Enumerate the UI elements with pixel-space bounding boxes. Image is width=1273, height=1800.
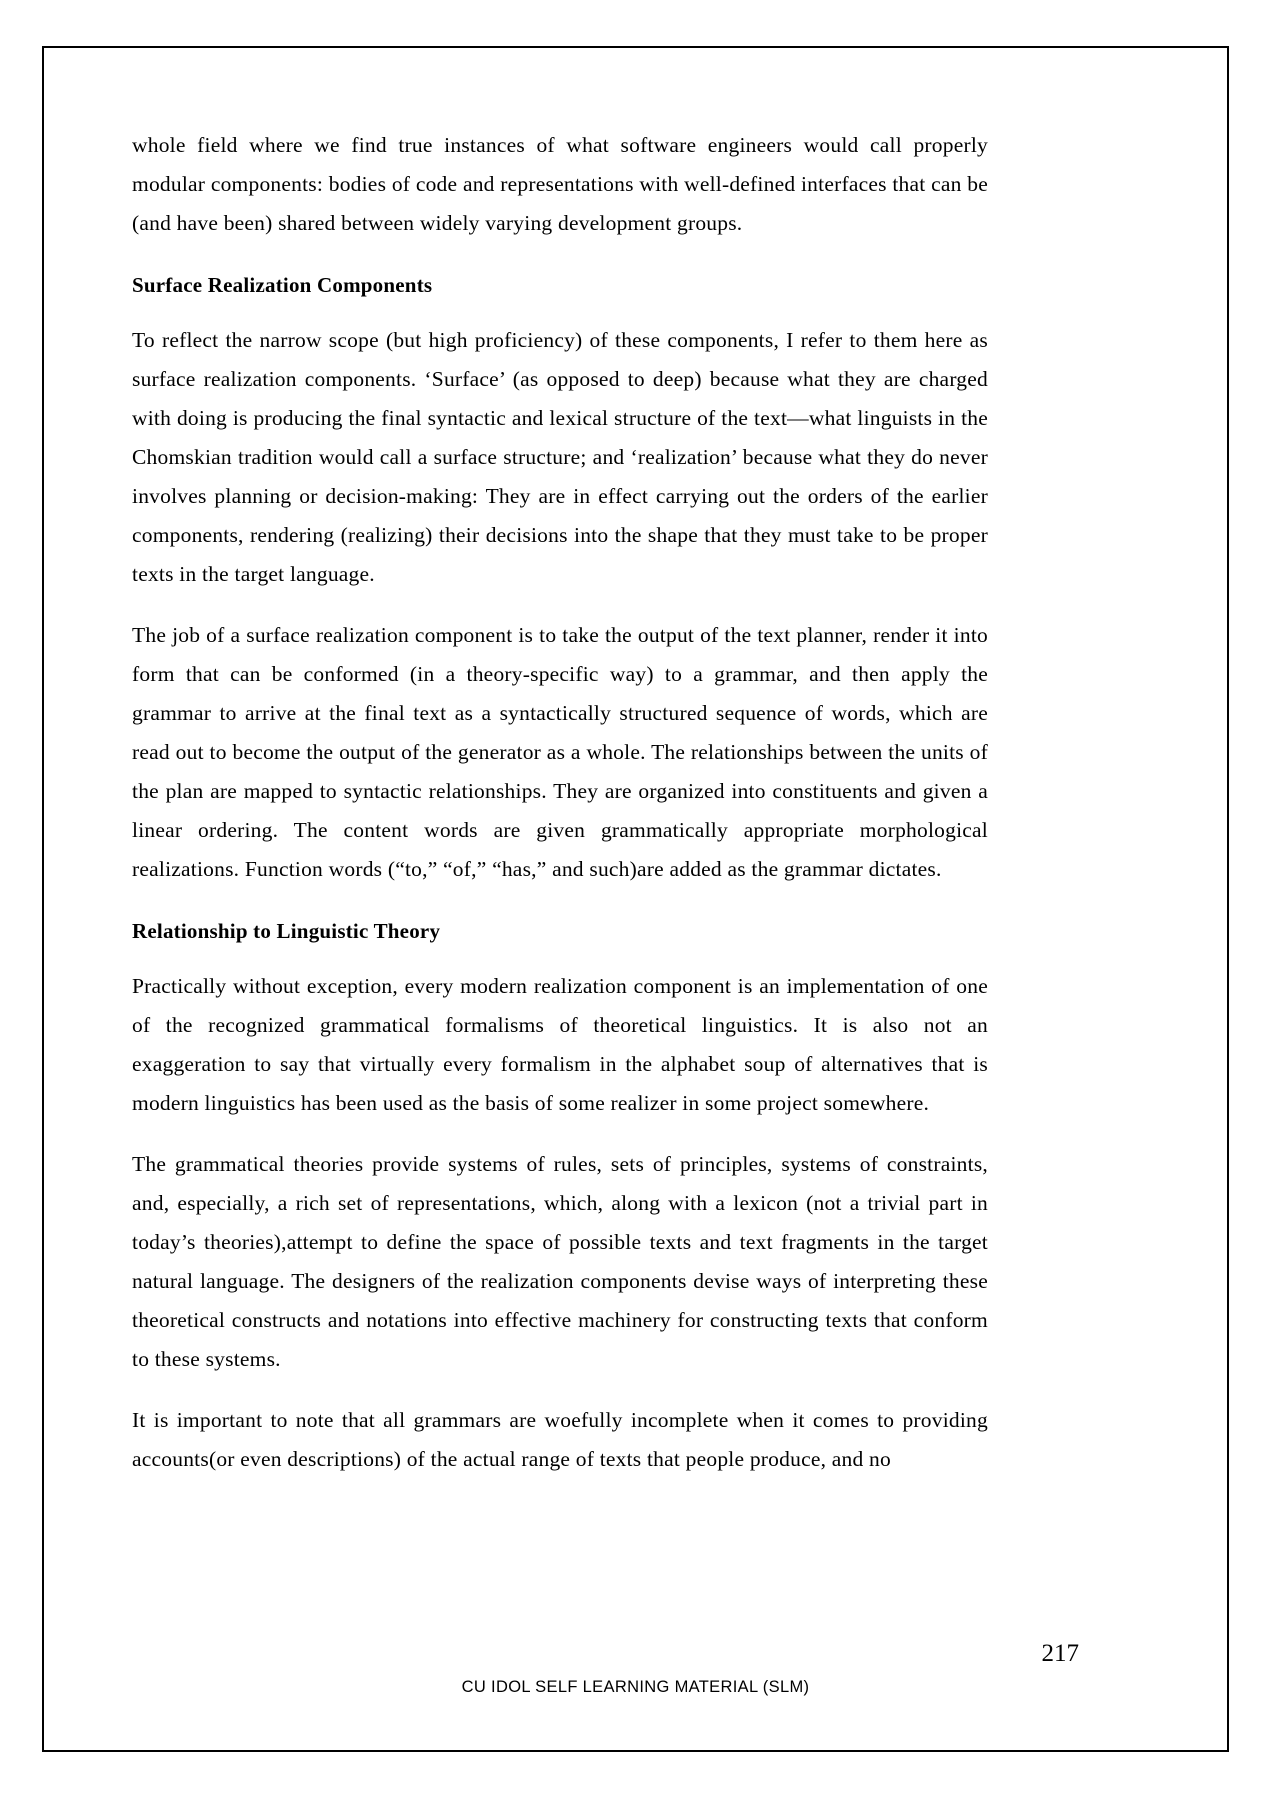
paragraph-surface-scope: To reflect the narrow scope (but high proficiency) of these components, I refer to them here as surface realization components. ‘Surface’ (as opposed to deep) because what they are charged with doing is producing the final syntactic and lexical structure of the text—what linguists in the Chomskian tradition would call a surface structure; and ‘realization’ because what they do never involves planning or decision-making: They are in effect carrying out the orders of the earlier components, rendering (realizing) their decisions into the shape that they must take to be proper texts in the target language. [132,328,988,586]
paragraph-grammars-incomplete: It is important to note that all grammars are woefully incomplete when it comes to providing accounts(or even descriptions) of the actual range of texts that people produce, and no [132,1408,988,1471]
paragraph-grammatical-theories: The grammatical theories provide systems of rules, sets of principles, systems of constraints, and, especially, a rich set of representations, which, along with a lexicon (not a trivial part in today’s theories),attempt to define the space of possible texts and text fragments in the target natural language. The designers of the realization components devise ways of interpreting these theoretical constructs and notations into effective machinery for constructing texts that conform to these systems. [132,1152,988,1371]
heading-surface-realization-components: Surface Realization Components [132,273,433,297]
document-page [42,46,1229,1752]
heading-relationship-to-linguistic-theory: Relationship to Linguistic Theory [132,919,441,943]
paragraph-realization-job: The job of a surface realization component is to take the output of the text planner, render it into form that can be conformed (in a theory-specific way) to a grammar, and then apply the grammar to arrive at the final text as a syntactically structured sequence of words, which are read out to become the output of the generator as a whole. The relationships between the units of the plan are mapped to syntactic relationships. They are organized into constituents and given a linear ordering. The content words are given grammatically appropriate morphological realizations. Function words (“to,” “of,” “has,” and such)are added as the grammar dictates. [132,623,988,881]
page-number: 217 [1041,1640,1079,1667]
footer-label: CU IDOL SELF LEARNING MATERIAL (SLM) [461,1678,810,1696]
paragraph-formalisms: Practically without exception, every modern realization component is an implementation of one of the recognized grammatical formalisms of theoretical linguistics. It is also not an exaggeration to say that virtually every formalism in the alphabet soup of alternatives that is modern linguistics has been used as the basis of some realizer in some project somewhere. [132,974,988,1115]
paragraph-intro: whole field where we find true instances of what software engineers would call properly modular components: bodies of code and representations with well-defined interfaces that can be (and have been) shared between widely varying development groups. [132,133,988,235]
page-footer [44,1640,1227,1712]
page-content [132,126,988,1501]
